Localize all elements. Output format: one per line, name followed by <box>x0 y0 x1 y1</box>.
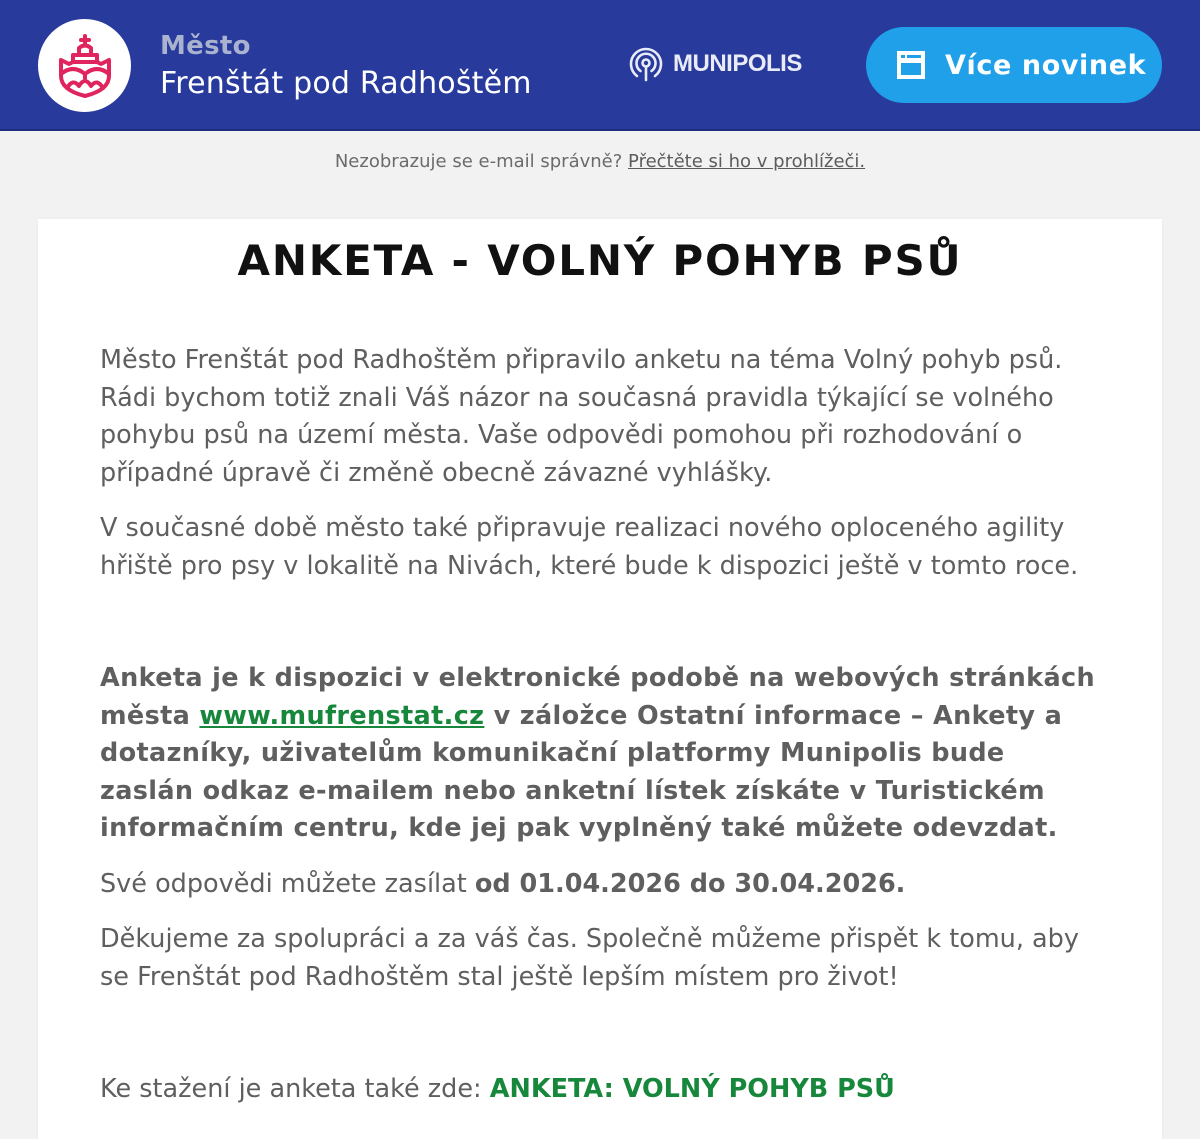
email-header <box>0 0 1200 131</box>
more-news-button[interactable] <box>866 27 1162 103</box>
brand-name: Frenštát pod Radhoštěm <box>160 66 532 101</box>
dates-range: od 01.04.2026 do 30.04.2026. <box>474 868 906 899</box>
view-in-browser-link[interactable]: Přečtěte si ho v prohlížeči. <box>628 151 866 172</box>
town-logo[interactable] <box>38 19 131 112</box>
paragraph-availability <box>100 660 1100 848</box>
dates-text: Své odpovědi můžete zasílat <box>100 868 475 899</box>
availability-text-after: v záložce Ostatní informace – Ankety a dotazníky, uživatelům komunikační platformy Munipolis bude zaslán odkaz e-mailem nebo anketní lístek získáte v Turistickém informačním centru, kde jej pak vyplněný také můžete odevzdat. <box>100 700 1063 843</box>
preheader <box>0 131 1200 218</box>
website-link[interactable]: www.mufrenstat.cz <box>199 700 485 731</box>
broadcast-signal-icon <box>627 44 665 84</box>
download-text: Ke stažení je anketa také zde: <box>100 1074 490 1104</box>
download-survey-link[interactable]: ANKETA: VOLNÝ POHYB PSŮ <box>489 1074 895 1104</box>
town-crest-icon <box>57 34 113 98</box>
article-title: ANKETA - VOLNÝ POHYB PSŮ <box>237 236 963 285</box>
brand-block <box>160 30 532 104</box>
paragraph-dates <box>100 866 1100 904</box>
paragraph-intro: Město Frenštát pod Radhoštěm připravilo anketu na téma Volný pohyb psů. Rádi bychom totiž znali Váš názor na současná pravidla týkající se volného pohybu psů na území města. Vaše odpovědi pomohou při rozhodování o případné úpravě či změně obecně závazné vyhlášky. <box>100 345 1063 488</box>
munipolis-wordmark: MUNIPOLIS <box>673 50 802 77</box>
article-card <box>38 219 1162 1139</box>
more-news-label: Více novinek <box>945 49 1147 81</box>
munipolis-logo[interactable] <box>627 44 802 84</box>
availability-text-before: Anketa je k dispozici v elektronické podobě na webových stránkách města <box>100 663 1095 731</box>
paragraph-thanks: Děkujeme za spolupráci a za váš čas. Společně můžeme přispět k tomu, aby se Frenštát pod Radhoštěm stal ještě lepším místem pro život! <box>100 924 1079 992</box>
newspaper-icon <box>895 49 927 81</box>
paragraph-agility: V současné době město také připravuje realizaci nového oploceného agility hřiště pro psy v lokalitě na Nivách, které bude k dispozici ještě v tomto roce. <box>100 513 1079 581</box>
paragraph-download <box>100 1071 1100 1109</box>
brand-subtitle: Město <box>160 31 251 61</box>
preheader-text: Nezobrazuje se e-mail správně? <box>334 151 623 172</box>
article-body <box>38 342 1162 1109</box>
